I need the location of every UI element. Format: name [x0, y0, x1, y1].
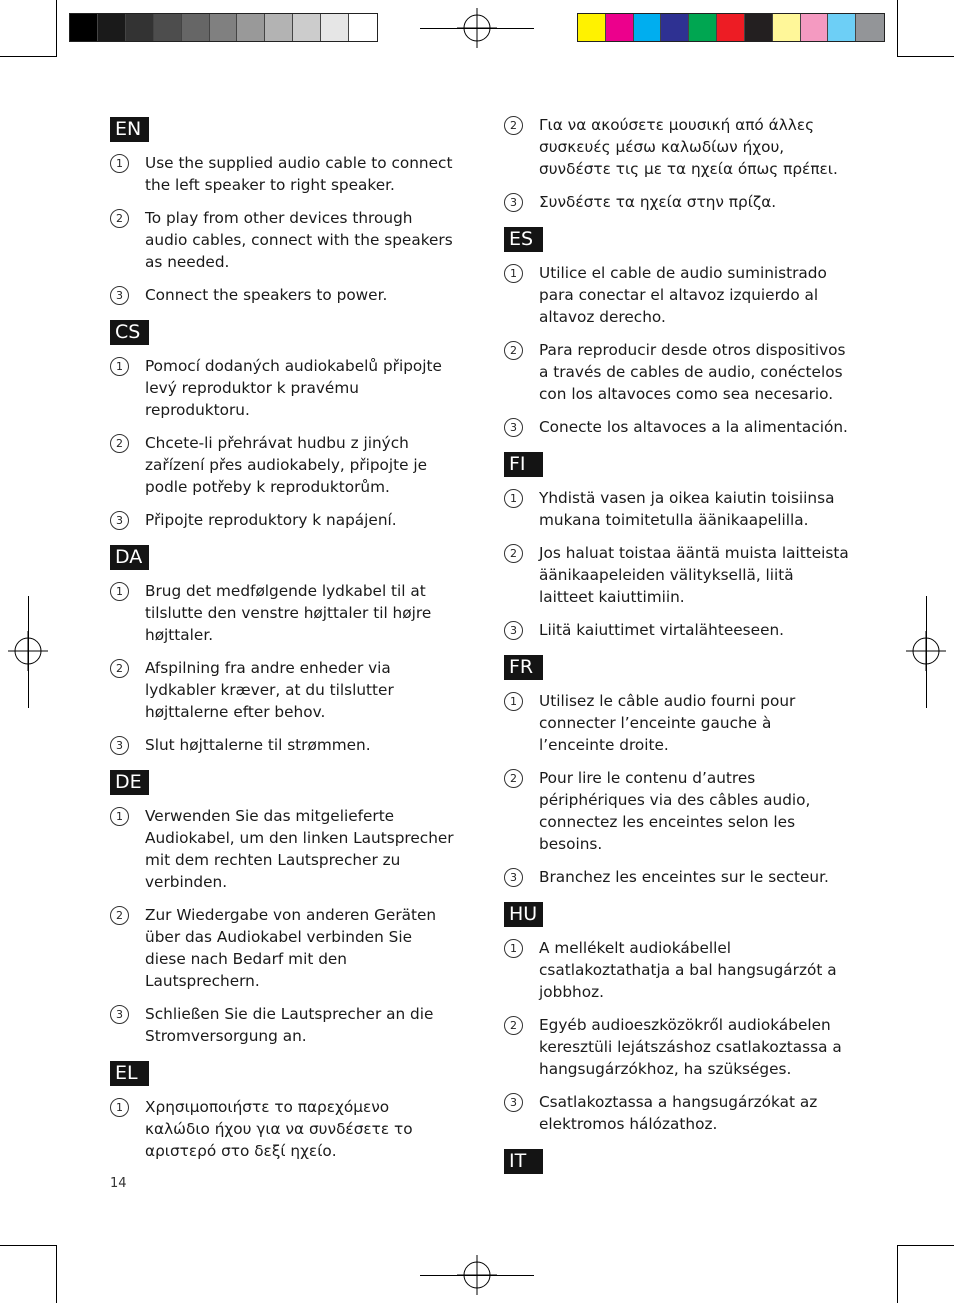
step-number-icon: 1: [110, 154, 129, 173]
step-number-icon: 3: [504, 418, 523, 437]
step-number-icon: 2: [110, 209, 129, 228]
step-number-icon: 2: [504, 341, 523, 360]
registration-line: [28, 596, 29, 708]
left-column: [110, 114, 455, 1173]
step-number-icon: 1: [504, 264, 523, 283]
color-swatch: [265, 14, 293, 41]
language-section-hu: [504, 899, 849, 1135]
color-swatch: [349, 14, 377, 41]
step-number-icon: 2: [504, 544, 523, 563]
instruction-step: [504, 1091, 849, 1135]
step-text: Para reproducir desde otros dispositivos a través de cables de audio, conéctelos con los altavoces como sea necesario.: [539, 341, 846, 403]
step-text: Branchez les enceintes sur le secteur.: [539, 868, 829, 886]
step-number-icon: 3: [110, 1005, 129, 1024]
color-swatch: [634, 14, 662, 41]
color-swatch: [661, 14, 689, 41]
language-section-fi: [504, 449, 849, 641]
step-text: Yhdistä vasen ja oikea kaiutin toisiinsa mukana toimitetulla äänikaapelilla.: [539, 489, 835, 529]
step-number-icon: 2: [110, 659, 129, 678]
instruction-step: [504, 416, 849, 438]
color-swatch: [717, 14, 745, 41]
step-text: Χρησιμοποιήστε το παρεχόμενο καλώδιο ήχου για να συνδέσετε το αριστερό στο δεξί ηχείο.: [145, 1098, 413, 1160]
instruction-step: [504, 1014, 849, 1080]
color-swatch: [578, 14, 606, 41]
step-text: Slut højttalerne til strømmen.: [145, 736, 371, 754]
step-text: Afspilning fra andre enheder via lydkabler kræver, at du tilslutter højttalerne efter behov.: [145, 659, 394, 721]
step-text: Utilice el cable de audio suministrado para conectar el altavoz izquierdo al altavoz derecho.: [539, 264, 827, 326]
language-section-en: [110, 114, 455, 306]
step-text: Připojte reproduktory k napájení.: [145, 511, 397, 529]
crop-mark: [897, 1245, 898, 1303]
greek-continued-steps: [504, 114, 849, 213]
step-text: Συνδέστε τα ηχεία στην πρίζα.: [539, 193, 777, 211]
instruction-step: [504, 487, 849, 531]
color-swatch: [773, 14, 801, 41]
step-text: Pour lire le contenu d’autres périphériques via des câbles audio, connectez les enceintes selon les besoins.: [539, 769, 811, 853]
step-number-icon: 1: [110, 357, 129, 376]
color-swatch: [154, 14, 182, 41]
instruction-step: [504, 937, 849, 1003]
instruction-step: [110, 1096, 455, 1162]
instruction-step: [504, 619, 849, 641]
color-swatch: [70, 14, 98, 41]
instruction-step: [504, 262, 849, 328]
crop-mark: [56, 0, 57, 57]
crop-mark: [897, 1245, 954, 1246]
process-color-bar: [577, 13, 885, 42]
color-swatch: [606, 14, 634, 41]
step-number-icon: 1: [110, 1098, 129, 1117]
registration-line: [420, 28, 534, 29]
instruction-step: [110, 432, 455, 498]
step-number-icon: 3: [504, 868, 523, 887]
instruction-step: [504, 690, 849, 756]
color-swatch: [689, 14, 717, 41]
step-text: Egyéb audioeszközökről audiokábelen keresztüli lejátszáshoz csatlakoztassa a hangsugárzókhoz, ha szükséges.: [539, 1016, 842, 1078]
language-section-el: [110, 1058, 455, 1162]
step-number-icon: 3: [504, 193, 523, 212]
crop-mark: [0, 1245, 57, 1246]
instruction-step: [110, 580, 455, 646]
step-number-icon: 1: [504, 939, 523, 958]
color-swatch: [745, 14, 773, 41]
instruction-step: [504, 191, 849, 213]
step-number-icon: 2: [504, 769, 523, 788]
step-text: Conecte los altavoces a la alimentación.: [539, 418, 848, 436]
step-text: Pomocí dodaných audiokabelů připojte levý reproduktor k pravému reproduktoru.: [145, 357, 442, 419]
step-text: A mellékelt audiokábellel csatlakoztathatja a bal hangsugárzót a jobbhoz.: [539, 939, 837, 1001]
language-label: IT: [504, 1149, 543, 1174]
step-number-icon: 1: [110, 582, 129, 601]
step-number-icon: 3: [110, 511, 129, 530]
language-label: DE: [110, 770, 149, 795]
step-number-icon: 2: [110, 434, 129, 453]
instruction-step: [110, 152, 455, 196]
instruction-step: [504, 542, 849, 608]
language-label: FI: [504, 452, 543, 477]
step-text: Utilisez le câble audio fourni pour connecter l’enceinte gauche à l’enceinte droite.: [539, 692, 796, 754]
instruction-step: [110, 805, 455, 893]
language-label: ES: [504, 227, 543, 252]
language-label: EL: [110, 1061, 149, 1086]
step-text: Zur Wiedergabe von anderen Geräten über das Audiokabel verbinden Sie diese nach Bedarf mit den Lautsprechern.: [145, 906, 437, 990]
step-number-icon: 3: [504, 621, 523, 640]
crop-mark: [0, 56, 57, 57]
language-label: CS: [110, 320, 149, 345]
language-section-de: [110, 767, 455, 1047]
step-number-icon: 1: [504, 692, 523, 711]
instruction-step: [110, 355, 455, 421]
language-section-fr: [504, 652, 849, 888]
step-text: Jos haluat toistaa ääntä muista laitteista äänikaapeleiden välityksellä, liitä laitteet kaiuttimiin.: [539, 544, 849, 606]
color-swatch: [801, 14, 829, 41]
step-number-icon: 2: [110, 906, 129, 925]
instruction-step: [110, 657, 455, 723]
language-label: EN: [110, 117, 149, 142]
step-text: Csatlakoztassa a hangsugárzókat az elektromos hálózathoz.: [539, 1093, 818, 1133]
right-column: [504, 114, 849, 1184]
instruction-step: [110, 904, 455, 992]
instruction-step: [504, 866, 849, 888]
instruction-step: [110, 1003, 455, 1047]
registration-line: [420, 1275, 534, 1276]
registration-line: [926, 596, 927, 708]
step-text: To play from other devices through audio cables, connect with the speakers as needed.: [145, 209, 453, 271]
color-swatch: [182, 14, 210, 41]
step-text: Brug det medfølgende lydkabel til at tilslutte den venstre højttaler til højre højttaler.: [145, 582, 432, 644]
step-number-icon: 2: [504, 1016, 523, 1035]
step-text: Schließen Sie die Lautsprecher an die Stromversorgung an.: [145, 1005, 434, 1045]
step-number-icon: 1: [110, 807, 129, 826]
color-swatch: [126, 14, 154, 41]
language-section-it: [504, 1146, 849, 1184]
step-number-icon: 3: [110, 286, 129, 305]
grayscale-color-bar: [69, 13, 378, 42]
page-number: 14: [110, 1176, 127, 1191]
language-section-cs: [110, 317, 455, 531]
color-swatch: [856, 14, 884, 41]
instruction-step: [504, 114, 849, 180]
crop-mark: [56, 1245, 57, 1303]
language-label: FR: [504, 655, 543, 680]
step-text: Verwenden Sie das mitgelieferte Audiokabel, um den linken Lautsprecher mit dem rechten Lautsprecher zu verbinden.: [145, 807, 454, 891]
language-section-da: [110, 542, 455, 756]
language-label: HU: [504, 902, 543, 927]
instruction-step: [110, 509, 455, 531]
language-section-es: [504, 224, 849, 438]
instruction-step: [504, 767, 849, 855]
color-swatch: [293, 14, 321, 41]
step-text: Για να ακούσετε μουσική από άλλες συσκευές μέσω καλωδίων ήχου, συνδέστε τις με τα ηχεία όπως πρέπει.: [539, 116, 838, 178]
color-swatch: [237, 14, 265, 41]
step-number-icon: 2: [504, 116, 523, 135]
instruction-step: [504, 339, 849, 405]
color-swatch: [210, 14, 238, 41]
language-label: DA: [110, 545, 149, 570]
crop-mark: [897, 0, 898, 57]
color-swatch: [98, 14, 126, 41]
color-swatch: [321, 14, 349, 41]
right-sections: [504, 224, 849, 1184]
step-number-icon: 3: [504, 1093, 523, 1112]
instruction-step: [110, 734, 455, 756]
step-text: Chcete-li přehrávat hudbu z jiných zařízení přes audiokabely, připojte je podle potřeby k reproduktorům.: [145, 434, 428, 496]
instruction-step: [110, 284, 455, 306]
color-swatch: [828, 14, 856, 41]
step-number-icon: 1: [504, 489, 523, 508]
step-text: Liitä kaiuttimet virtalähteeseen.: [539, 621, 785, 639]
step-text: Connect the speakers to power.: [145, 286, 388, 304]
instruction-step: [110, 207, 455, 273]
crop-mark: [897, 56, 954, 57]
step-text: Use the supplied audio cable to connect the left speaker to right speaker.: [145, 154, 453, 194]
step-number-icon: 3: [110, 736, 129, 755]
